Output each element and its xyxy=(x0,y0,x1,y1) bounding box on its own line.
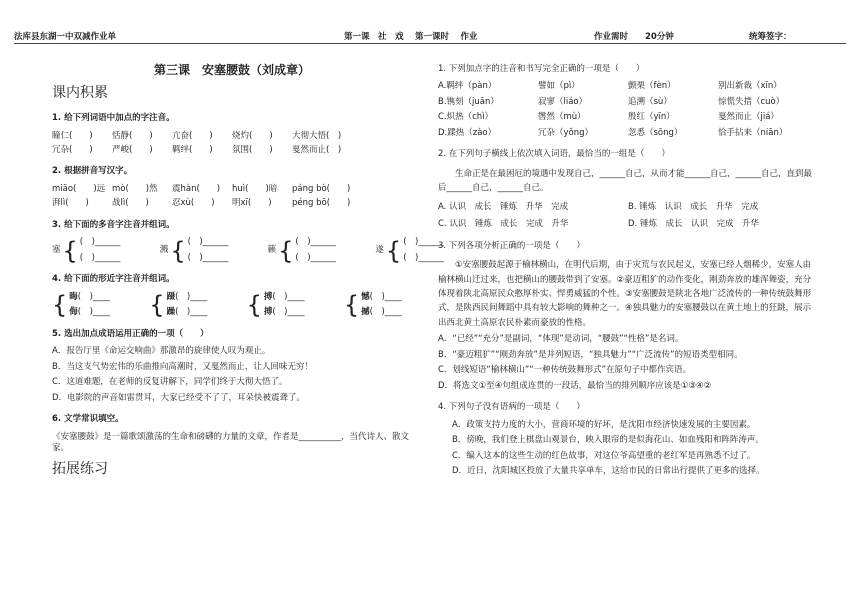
lesson-title: 第三课 安塞腰鼓（刘成章） xyxy=(153,63,310,77)
pair-char: 搏 xyxy=(263,307,273,318)
polyphone-char: 溅 xyxy=(159,245,169,256)
q1-row xyxy=(52,145,412,156)
pair-line: 搏( )____ xyxy=(263,307,305,318)
pair-line: 撼( )____ xyxy=(361,307,402,318)
r1-option: 辔然（mù） xyxy=(538,112,586,123)
r1-option: A.羁绊（pàn） xyxy=(438,81,497,92)
polyphone-char: 籁 xyxy=(267,245,277,256)
brace-icon: { xyxy=(170,236,186,265)
q2-item: 明xī( ) xyxy=(232,198,272,209)
r1-options xyxy=(438,81,818,139)
r2-option-a: A. 认识 成长 锤炼 升华 完成 xyxy=(438,201,569,212)
pair-line: 憾( )____ xyxy=(361,291,402,302)
brace-icon: { xyxy=(52,291,68,320)
question-3: 3. 给下面的多音字注音并组词。 xyxy=(52,219,175,230)
q1-item: 烧灼( ) xyxy=(232,130,273,141)
pair-line: 搏( )____ xyxy=(263,291,305,302)
brace-icon: { xyxy=(385,236,402,265)
q2-item: miāo( )远 xyxy=(52,183,106,194)
r1-option: 殷红（yīn） xyxy=(628,112,675,123)
right-column xyxy=(438,52,818,482)
section-heading: 课内积累 xyxy=(52,85,108,102)
r3-option-b: B．“豪迈粗犷”“刚劲奔放”是并列短语，“独具魅力”“广泛流传”的短语类型相同。 xyxy=(438,349,743,360)
r1-option: 恰手拈来（niān） xyxy=(718,127,788,138)
q1-item: 严峻( ) xyxy=(112,145,153,156)
r2-passage: 生命正是在最困厄的境遇中发现自己，______自己，从而才能______自己，______自己，直到最后______自己，______自己。 xyxy=(438,168,813,194)
brace-icon: { xyxy=(278,236,294,265)
q6-text: 《安塞腰鼓》是一篇歌颂激荡的生命和磅礴的力量的文章，作者是__________，当代诗人、散文家。 xyxy=(52,431,410,453)
pair-char: 侮 xyxy=(69,307,78,318)
r2-option-c: C. 认识 锤炼 成长 完成 升华 xyxy=(438,219,569,230)
r1-option: 追溯（sù） xyxy=(628,96,672,107)
r1-option: 戛然而止（jiá） xyxy=(718,112,779,123)
school-name: 法库县东湖一中双减作业单 xyxy=(14,32,117,42)
r1-option: 别出新裁（xīn） xyxy=(718,81,782,92)
q2-item: huì( )暗 xyxy=(232,183,278,194)
r1-option: 忽悉（sōng） xyxy=(628,127,683,138)
question-1: 1. 给下列词语中加点的字注音。 xyxy=(52,113,175,124)
section-heading-extension: 拓展练习 xyxy=(52,461,108,478)
blank-line: ( )______ xyxy=(79,237,121,248)
brace-icon: { xyxy=(149,291,165,320)
page-header xyxy=(14,25,846,44)
r1-option: B.镌刻（juān） xyxy=(438,96,499,107)
q2-item: mò( )然 xyxy=(112,183,158,194)
q1-item: 恬静( ) xyxy=(112,130,153,141)
blank-line: ( )______ xyxy=(403,252,444,263)
pair-char: 撼 xyxy=(361,307,370,318)
pair-char: 蹑 xyxy=(166,291,176,302)
similar-char-pair xyxy=(149,292,230,319)
brace-icon: { xyxy=(343,291,360,320)
r2-option-b: B. 锤炼 认识 成长 升华 完成 xyxy=(628,201,759,212)
pair-line: 躁( )____ xyxy=(166,307,208,318)
r4-option-d: D．近日，沈阳城区投放了大量共享单车，这给市民的日常出行提供了更多的选择。 xyxy=(452,466,765,477)
q1-item: 大彻大悟( ) xyxy=(292,130,342,141)
pair-char: 搏 xyxy=(263,291,273,302)
q5-option-b: B．当这支气势宏伟的乐曲推向高潮时，又戛然而止，让人回味无穷！ xyxy=(52,361,313,372)
q1-item: 瞳仁( ) xyxy=(52,130,93,141)
blank-line: ( )______ xyxy=(187,252,229,263)
right-question-4: 4. 下列句子没有语病的一项是（ ） xyxy=(438,402,585,413)
pair-line: 蹑( )____ xyxy=(166,291,208,302)
pair-char: 憾 xyxy=(361,291,370,302)
r3-option-a: A．“已经”“充分”是副词，“体现”是动词，“腰鼓”“性格”是名词。 xyxy=(438,334,684,345)
similar-char-pair xyxy=(52,292,133,319)
pair-line: 侮( )____ xyxy=(69,307,110,318)
r2-option-d: D. 锤炼 成长 认识 完成 升华 xyxy=(628,219,759,230)
r1-option: D.蹂热（zào） xyxy=(438,127,497,138)
q1-item: 冗杂( ) xyxy=(52,145,93,156)
sign-label: 统筹签字： xyxy=(749,32,792,42)
brace-icon: { xyxy=(246,291,262,320)
r1-option: 冗杂（yǒng） xyxy=(538,127,594,138)
left-column xyxy=(52,52,444,485)
r1-option: 惊慌失措（cuò） xyxy=(718,96,785,107)
q1-item: 亢奋( ) xyxy=(172,130,213,141)
pair-char: 晦 xyxy=(69,291,78,302)
polyphone-item xyxy=(52,237,144,264)
polyphone-char: 塞 xyxy=(52,245,61,256)
q2-row xyxy=(52,184,412,195)
q2-item: péng bō( ) xyxy=(292,198,351,209)
q2-item: 湃lì( ) xyxy=(52,198,89,209)
r4-option-a: A．政策支持力度的大小，营商环境的好坏，是沈阳市经济快速发展的主要因素。 xyxy=(452,419,756,430)
right-question-2: 2. 在下列句子横线上依次填入词语，最恰当的一组是（ ） xyxy=(438,149,670,160)
pair-char: 躁 xyxy=(166,307,176,318)
polyphone-char: 遂 xyxy=(375,245,384,256)
q5-option-a: A．报告厅里《命运交响曲》那激昂的旋律使人叹为观止。 xyxy=(52,346,271,357)
similar-char-pair xyxy=(344,292,425,319)
time-label: 作业需时 20分钟 xyxy=(594,32,674,42)
r3-option-c: C．划线短语“榆林横山”“一种传统鼓舞形式”在原句子中都作宾语。 xyxy=(438,365,692,376)
q2-item: 震hàn( ) xyxy=(172,183,221,194)
polyphone-item xyxy=(268,237,360,264)
polyphone-item xyxy=(160,237,252,264)
r2-options xyxy=(438,202,818,231)
r3-option-d: D．将选文①至④句组成连贯的一段话，最恰当的排列顺序应该是①③④② xyxy=(438,380,712,391)
blank-line: ( )______ xyxy=(79,252,121,263)
lesson-label: 第一课 社 戏 第一课时 作业 xyxy=(344,32,478,42)
question-6: 6. 文学常识填空。 xyxy=(52,414,124,425)
question-2: 2. 根据拼音写汉字。 xyxy=(52,166,133,177)
q1-item: 氛围( ) xyxy=(232,145,273,156)
q2-item: 忍xù( ) xyxy=(172,198,215,209)
r3-passage: ①安塞腰鼓起源于榆林横山，在明代后期，由于灾荒与农民起义，安塞已经人烟稀少，安塞人由榆林横山迁过来，也把横山的腰鼓带到了安塞。②豪迈粗犷的动作变化，刚劲奔放的雄浑舞姿，充分体现着陕北高原民众憨厚朴实、悍勇威猛的个性。③安塞腰鼓是陕北各地广泛流传的一种传统鼓舞形式，是陕西民间舞蹈中具有较大影响的舞种之一。④独具魅力的安塞腰鼓以在黄土地上的狂跳，展示出西北黄土高原农民朴素而豪放的性格。 xyxy=(438,260,812,328)
q4-group xyxy=(52,292,412,319)
r1-option: 寂寥（liáo） xyxy=(538,96,588,107)
q5-option-c: C．这道难题，在老师的反复讲解下，同学们终于大彻大悟了。 xyxy=(52,377,288,388)
r1-option: 譬如（pì） xyxy=(538,81,580,92)
brace-icon: { xyxy=(62,236,78,265)
blank-line: ( )______ xyxy=(295,252,337,263)
pair-line: 晦( )____ xyxy=(69,291,110,302)
q2-item: 战lì( ) xyxy=(112,198,149,209)
q1-row xyxy=(52,131,412,142)
question-5: 5. 选出加点成语运用正确的一项（ ） xyxy=(52,328,209,339)
blank-line: ( )______ xyxy=(295,237,337,248)
right-question-1: 1. 下列加点字的注音和书写完全正确的一项是（ ） xyxy=(438,64,645,74)
blank-line: ( )______ xyxy=(403,237,444,248)
q5-option-d: D．电影院的声音如雷贯耳，大家已经受不了了，耳朵快被震聋了。 xyxy=(52,392,306,403)
r4-option-c: C．编入这本的这些生动的红色故事，对这位爷高望重的老红军是再熟悉不过了。 xyxy=(452,450,756,461)
q3-group xyxy=(52,236,444,265)
question-4: 4. 给下面的形近字注音并组词。 xyxy=(52,274,175,285)
r1-option: C.炽热（chì） xyxy=(438,112,494,123)
q1-item: 戛然而止( ) xyxy=(292,145,342,156)
blank-line: ( )______ xyxy=(187,237,229,248)
right-question-3: 3. 下列各项分析正确的一项是（ ） xyxy=(438,240,585,251)
r1-option: 颤栗（fèn） xyxy=(628,81,676,92)
q1-item: 羁绊( ) xyxy=(172,145,213,156)
r4-option-b: B．傍晚，我们登上棋盘山观景台，映入眼帘的是似海花山、如血残阳和阵阵涛声。 xyxy=(452,435,764,446)
similar-char-pair xyxy=(247,292,328,319)
q2-item: páng bò( ) xyxy=(292,183,351,194)
q2-row xyxy=(52,198,412,209)
